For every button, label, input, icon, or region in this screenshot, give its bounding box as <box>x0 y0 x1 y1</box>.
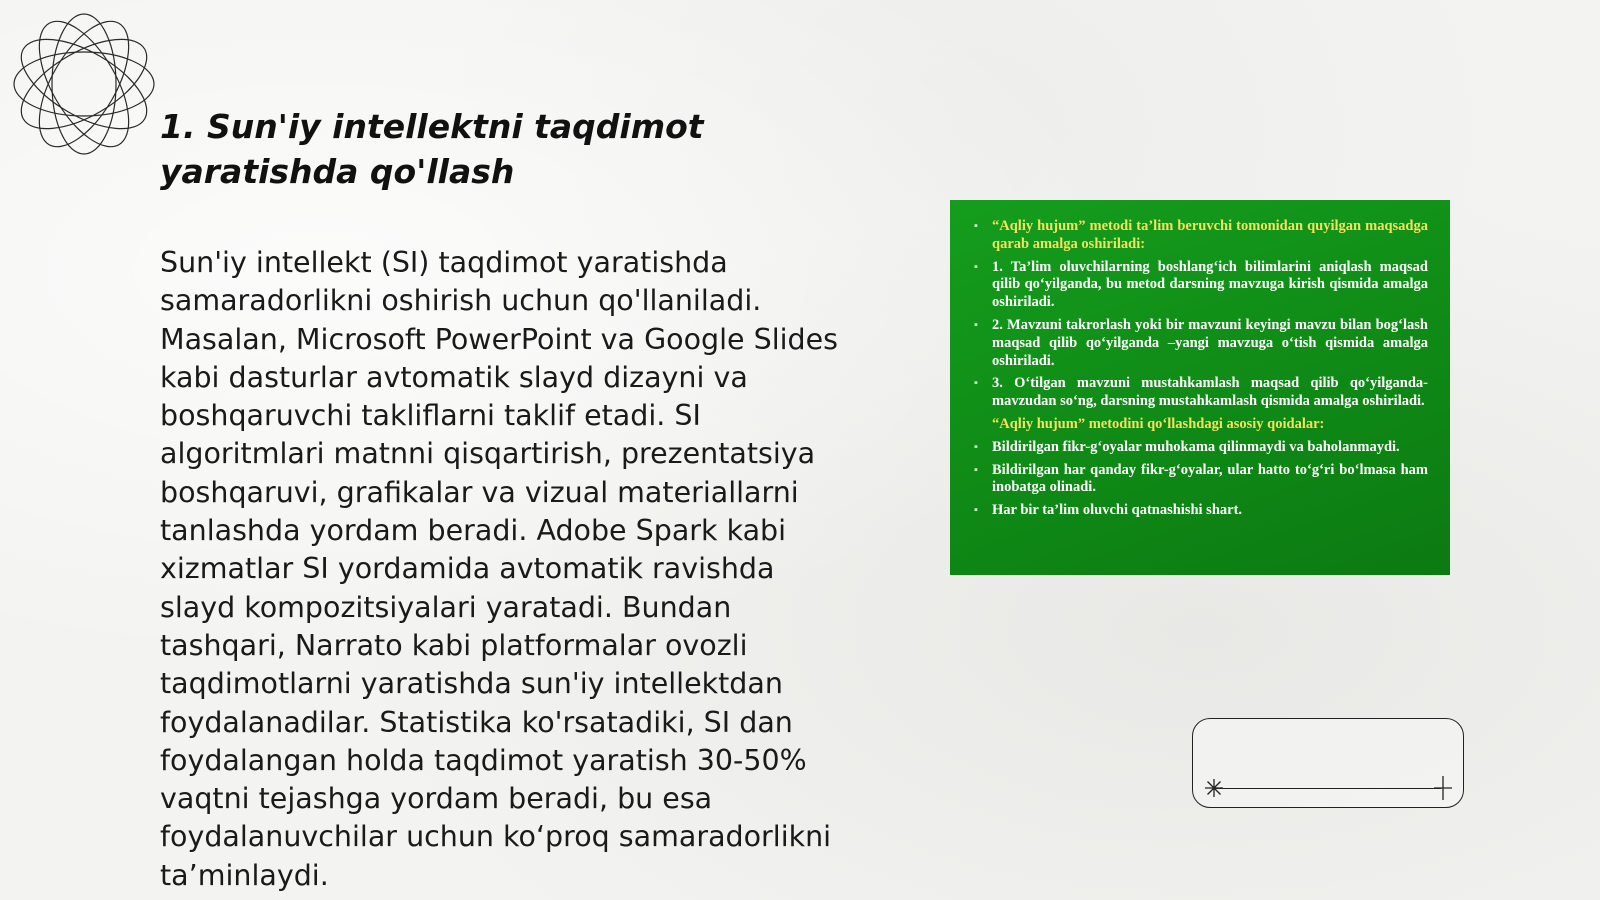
panel-item-text: “Aqliy hujum” metodi ta’lim beruvchi tomonidan quyilgan maqsadga qarab amalga oshiriladi: <box>992 218 1428 252</box>
panel-list-item <box>972 502 1428 520</box>
bullet-icon: ▪ <box>974 220 978 232</box>
box-divider-line <box>1215 788 1441 789</box>
slide-body-text: Sun'iy intellekt (SI) taqdimot yaratishda samaradorlikni oshirish uchun qo'llaniladi. Masalan, Microsoft PowerPoint va Google Slides kabi dasturlar avtomatik slayd dizayni va boshqaruvchi takliflarni taklif etadi. SI algoritmlari matnni qisqartirish, prezentatsiya boshqaruvi, grafikalar va vizual materiallarni tanlashda yordam beradi. Adobe Spark kabi xizmatlar SI yordamida avtomatik ravishda slayd kompozitsiyalari yaratadi. Bundan tashqari, Narrato kabi platformalar ovozli taqdimotlarni yaratishda sun'iy intellektdan foydalanadilar. Statistika ko'rsatadiki, SI dan foydalangan holda taqdimot yaratish 30-50% vaqtni tejashga yordam beradi, bu esa foydalanuvchilar uchun ko‘proq samaradorlikni ta’minlaydi. <box>160 246 839 892</box>
panel-item-text: “Aqliy hujum” metodini qo‘llashdagi asosiy qoidalar: <box>992 415 1325 432</box>
bullet-icon: ▪ <box>974 504 978 517</box>
bullet-icon: ▪ <box>974 260 978 273</box>
bullet-icon: ▪ <box>974 463 978 476</box>
panel-item-text: Bildirilgan fikr-g‘oyalar muhokama qilinmaydi va baholanmaydi. <box>992 438 1400 455</box>
panel-list-item <box>972 439 1428 457</box>
bullet-icon: ▪ <box>974 440 978 453</box>
panel-item-text: Har bir ta’lim oluvchi qatnashishi shart. <box>992 502 1243 519</box>
rounded-decor-box <box>1192 718 1464 808</box>
panel-item-text: 1. Ta’lim oluvchilarning boshlang‘ich bilimlarini aniqlash maqsad qilib qo‘yilganda, bu metod darsning mavzuga kirish qismida amalga oshiriladi. <box>992 258 1428 311</box>
panel-list <box>972 218 1428 520</box>
bullet-icon: ▪ <box>974 318 978 331</box>
green-info-panel <box>950 200 1450 575</box>
panel-list-item <box>972 317 1428 370</box>
panel-item-text: Bildirilgan har qanday fikr-g‘oyalar, ular hatto to‘g‘ri bo‘lmasa ham inobatga olinadi. <box>992 461 1428 496</box>
panel-list-item <box>972 375 1428 411</box>
slide-title: 1. Sun'iy intellektni taqdimot yaratishda qo'llash <box>160 107 704 191</box>
panel-list-item <box>972 416 1428 434</box>
panel-list-item <box>972 259 1428 312</box>
plus-sparkle-icon <box>1431 775 1455 801</box>
rings-ornament-icon <box>10 10 158 158</box>
panel-item-text: 2. Mavzuni takrorlash yoki bir mavzuni keyingi mavzu bilan bog‘lash maqsad qilib qo‘yilganda –yangi mavzuga o‘tish qismida amalga oshiriladi. <box>992 316 1428 369</box>
bullet-icon: ▪ <box>974 377 978 390</box>
panel-list-item <box>972 462 1428 498</box>
panel-list-item <box>972 218 1428 254</box>
panel-item-text: 3. O‘tilgan mavzuni mustahkamlash maqsad qilib qo‘yilganda-mavzudan so‘ng, darsning mustahkamlash qismida amalga oshiriladi. <box>992 375 1428 410</box>
